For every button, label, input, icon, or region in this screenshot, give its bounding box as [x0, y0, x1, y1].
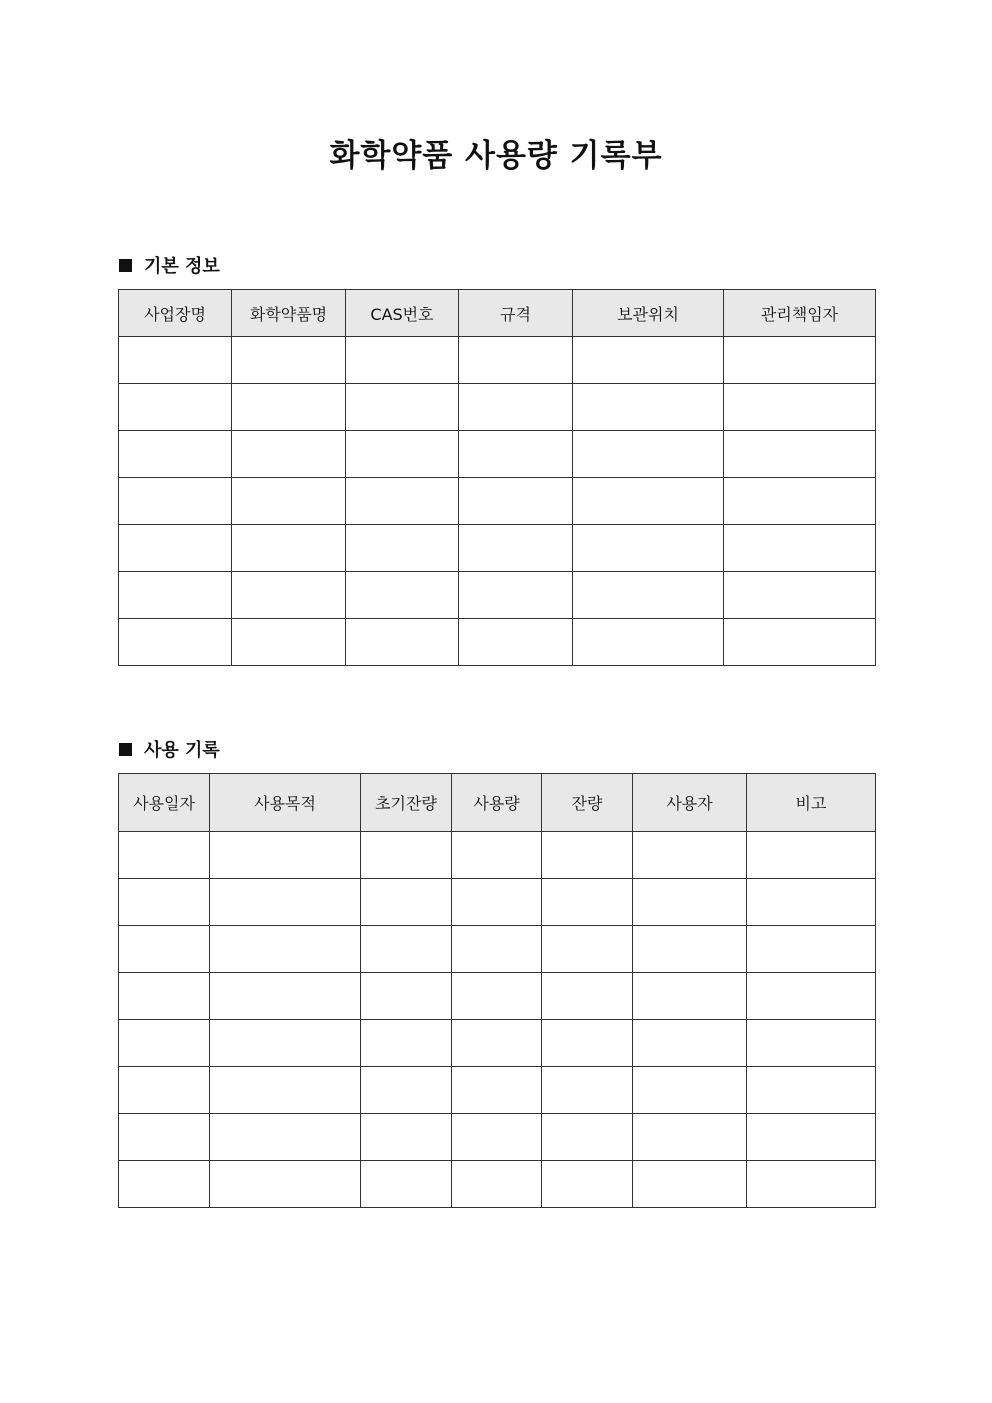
table-cell[interactable]	[119, 973, 210, 1020]
col-header-manager: 관리책임자	[724, 290, 876, 337]
table-cell[interactable]	[346, 525, 459, 572]
table-cell[interactable]	[232, 572, 346, 619]
table-cell[interactable]	[119, 337, 232, 384]
table-cell[interactable]	[119, 619, 232, 666]
table-cell[interactable]	[459, 619, 573, 666]
table-cell[interactable]	[724, 431, 876, 478]
table-cell[interactable]	[361, 832, 452, 879]
table-cell[interactable]	[542, 1161, 633, 1208]
table-cell[interactable]	[573, 478, 724, 525]
table-cell[interactable]	[573, 337, 724, 384]
table-cell[interactable]	[452, 973, 542, 1020]
table-cell[interactable]	[633, 973, 747, 1020]
table-cell[interactable]	[633, 1067, 747, 1114]
table-cell[interactable]	[542, 1067, 633, 1114]
col-header-chemical-name: 화학약품명	[232, 290, 346, 337]
table-cell[interactable]	[210, 832, 361, 879]
table-cell[interactable]	[119, 478, 232, 525]
table-row	[119, 1067, 876, 1114]
col-header-remaining-amount: 잔량	[542, 774, 633, 832]
table-cell[interactable]	[542, 973, 633, 1020]
table-cell[interactable]	[633, 1114, 747, 1161]
col-header-specification: 규격	[459, 290, 573, 337]
table-cell[interactable]	[542, 879, 633, 926]
table-cell[interactable]	[232, 431, 346, 478]
table-cell[interactable]	[459, 525, 573, 572]
table-cell[interactable]	[459, 431, 573, 478]
table-cell[interactable]	[232, 337, 346, 384]
table-cell[interactable]	[724, 572, 876, 619]
col-header-storage-location: 보관위치	[573, 290, 724, 337]
table-cell[interactable]	[452, 1067, 542, 1114]
table-cell[interactable]	[633, 1020, 747, 1067]
usage-record-heading	[119, 736, 220, 762]
table-cell[interactable]	[119, 431, 232, 478]
table-cell[interactable]	[633, 1161, 747, 1208]
table-cell[interactable]	[346, 431, 459, 478]
table-row	[119, 973, 876, 1020]
table-cell[interactable]	[232, 384, 346, 431]
table-cell[interactable]	[542, 832, 633, 879]
table-cell[interactable]	[361, 973, 452, 1020]
table-cell[interactable]	[747, 1020, 876, 1067]
table-cell[interactable]	[210, 879, 361, 926]
table-cell[interactable]	[452, 832, 542, 879]
table-cell[interactable]	[346, 478, 459, 525]
table-cell[interactable]	[542, 1114, 633, 1161]
col-header-user: 사용자	[633, 774, 747, 832]
table-cell[interactable]	[346, 619, 459, 666]
table-cell[interactable]	[346, 337, 459, 384]
table-cell[interactable]	[119, 926, 210, 973]
table-cell[interactable]	[361, 879, 452, 926]
table-row	[119, 337, 876, 384]
table-cell[interactable]	[459, 384, 573, 431]
table-cell[interactable]	[119, 832, 210, 879]
table-cell[interactable]	[346, 572, 459, 619]
table-cell[interactable]	[724, 525, 876, 572]
table-cell[interactable]	[452, 879, 542, 926]
table-cell[interactable]	[119, 879, 210, 926]
table-cell[interactable]	[119, 384, 232, 431]
col-header-site-name: 사업장명	[119, 290, 232, 337]
table-cell[interactable]	[210, 1114, 361, 1161]
table-cell[interactable]	[119, 572, 232, 619]
table-cell[interactable]	[633, 926, 747, 973]
basic-info-heading	[119, 252, 220, 278]
table-cell[interactable]	[459, 572, 573, 619]
table-cell[interactable]	[452, 1114, 542, 1161]
table-cell[interactable]	[724, 478, 876, 525]
table-cell[interactable]	[573, 384, 724, 431]
table-cell[interactable]	[361, 1114, 452, 1161]
page-title: 화학약품 사용량 기록부	[329, 138, 663, 174]
col-header-cas-number: CAS번호	[346, 290, 459, 337]
table-row	[119, 431, 876, 478]
table-cell[interactable]	[210, 1161, 361, 1208]
table-cell[interactable]	[452, 1161, 542, 1208]
table-cell[interactable]	[573, 525, 724, 572]
table-cell[interactable]	[210, 1020, 361, 1067]
table-cell[interactable]	[119, 525, 232, 572]
table-cell[interactable]	[724, 337, 876, 384]
table-cell[interactable]	[210, 926, 361, 973]
col-header-usage-amount: 사용량	[452, 774, 542, 832]
table-row	[119, 879, 876, 926]
table-cell[interactable]	[633, 879, 747, 926]
table-row	[119, 1020, 876, 1067]
table-cell[interactable]	[232, 619, 346, 666]
basic-info-header-row	[119, 290, 876, 337]
col-header-initial-amount: 초기잔량	[361, 774, 452, 832]
table-cell[interactable]	[747, 1161, 876, 1208]
col-header-remarks: 비고	[747, 774, 876, 832]
table-row	[119, 1161, 876, 1208]
table-cell[interactable]	[573, 431, 724, 478]
table-row	[119, 619, 876, 666]
col-header-usage-date: 사용일자	[119, 774, 210, 832]
col-header-usage-purpose: 사용목적	[210, 774, 361, 832]
table-cell[interactable]	[573, 572, 724, 619]
table-cell[interactable]	[724, 619, 876, 666]
table-row	[119, 384, 876, 431]
table-row	[119, 572, 876, 619]
table-row	[119, 1114, 876, 1161]
table-row	[119, 525, 876, 572]
table-cell[interactable]	[724, 384, 876, 431]
table-cell[interactable]	[361, 1161, 452, 1208]
table-cell[interactable]	[747, 1114, 876, 1161]
table-row	[119, 832, 876, 879]
table-cell[interactable]	[346, 384, 459, 431]
table-cell[interactable]	[747, 926, 876, 973]
table-cell[interactable]	[361, 1020, 452, 1067]
square-bullet-icon	[119, 259, 132, 272]
table-cell[interactable]	[119, 1114, 210, 1161]
table-cell[interactable]	[361, 926, 452, 973]
usage-record-heading-text: 사용 기록	[144, 740, 220, 761]
table-row	[119, 478, 876, 525]
table-cell[interactable]	[747, 1067, 876, 1114]
table-cell[interactable]	[542, 926, 633, 973]
table-cell[interactable]	[459, 337, 573, 384]
table-cell[interactable]	[232, 478, 346, 525]
table-cell[interactable]	[573, 619, 724, 666]
table-cell[interactable]	[747, 973, 876, 1020]
usage-record-header-row	[119, 774, 876, 832]
table-cell[interactable]	[210, 1067, 361, 1114]
table-cell[interactable]	[119, 1067, 210, 1114]
square-bullet-icon	[119, 743, 132, 756]
usage-record-table	[118, 773, 876, 1208]
table-cell[interactable]	[210, 973, 361, 1020]
table-cell[interactable]	[542, 1020, 633, 1067]
table-cell[interactable]	[459, 478, 573, 525]
table-row	[119, 926, 876, 973]
table-cell[interactable]	[747, 879, 876, 926]
table-cell[interactable]	[232, 525, 346, 572]
table-cell[interactable]	[361, 1067, 452, 1114]
table-cell[interactable]	[452, 926, 542, 973]
table-cell[interactable]	[452, 1020, 542, 1067]
table-cell[interactable]	[119, 1020, 210, 1067]
table-cell[interactable]	[633, 832, 747, 879]
basic-info-table	[118, 289, 876, 666]
basic-info-heading-text: 기본 정보	[144, 256, 220, 277]
table-cell[interactable]	[119, 1161, 210, 1208]
table-cell[interactable]	[747, 832, 876, 879]
